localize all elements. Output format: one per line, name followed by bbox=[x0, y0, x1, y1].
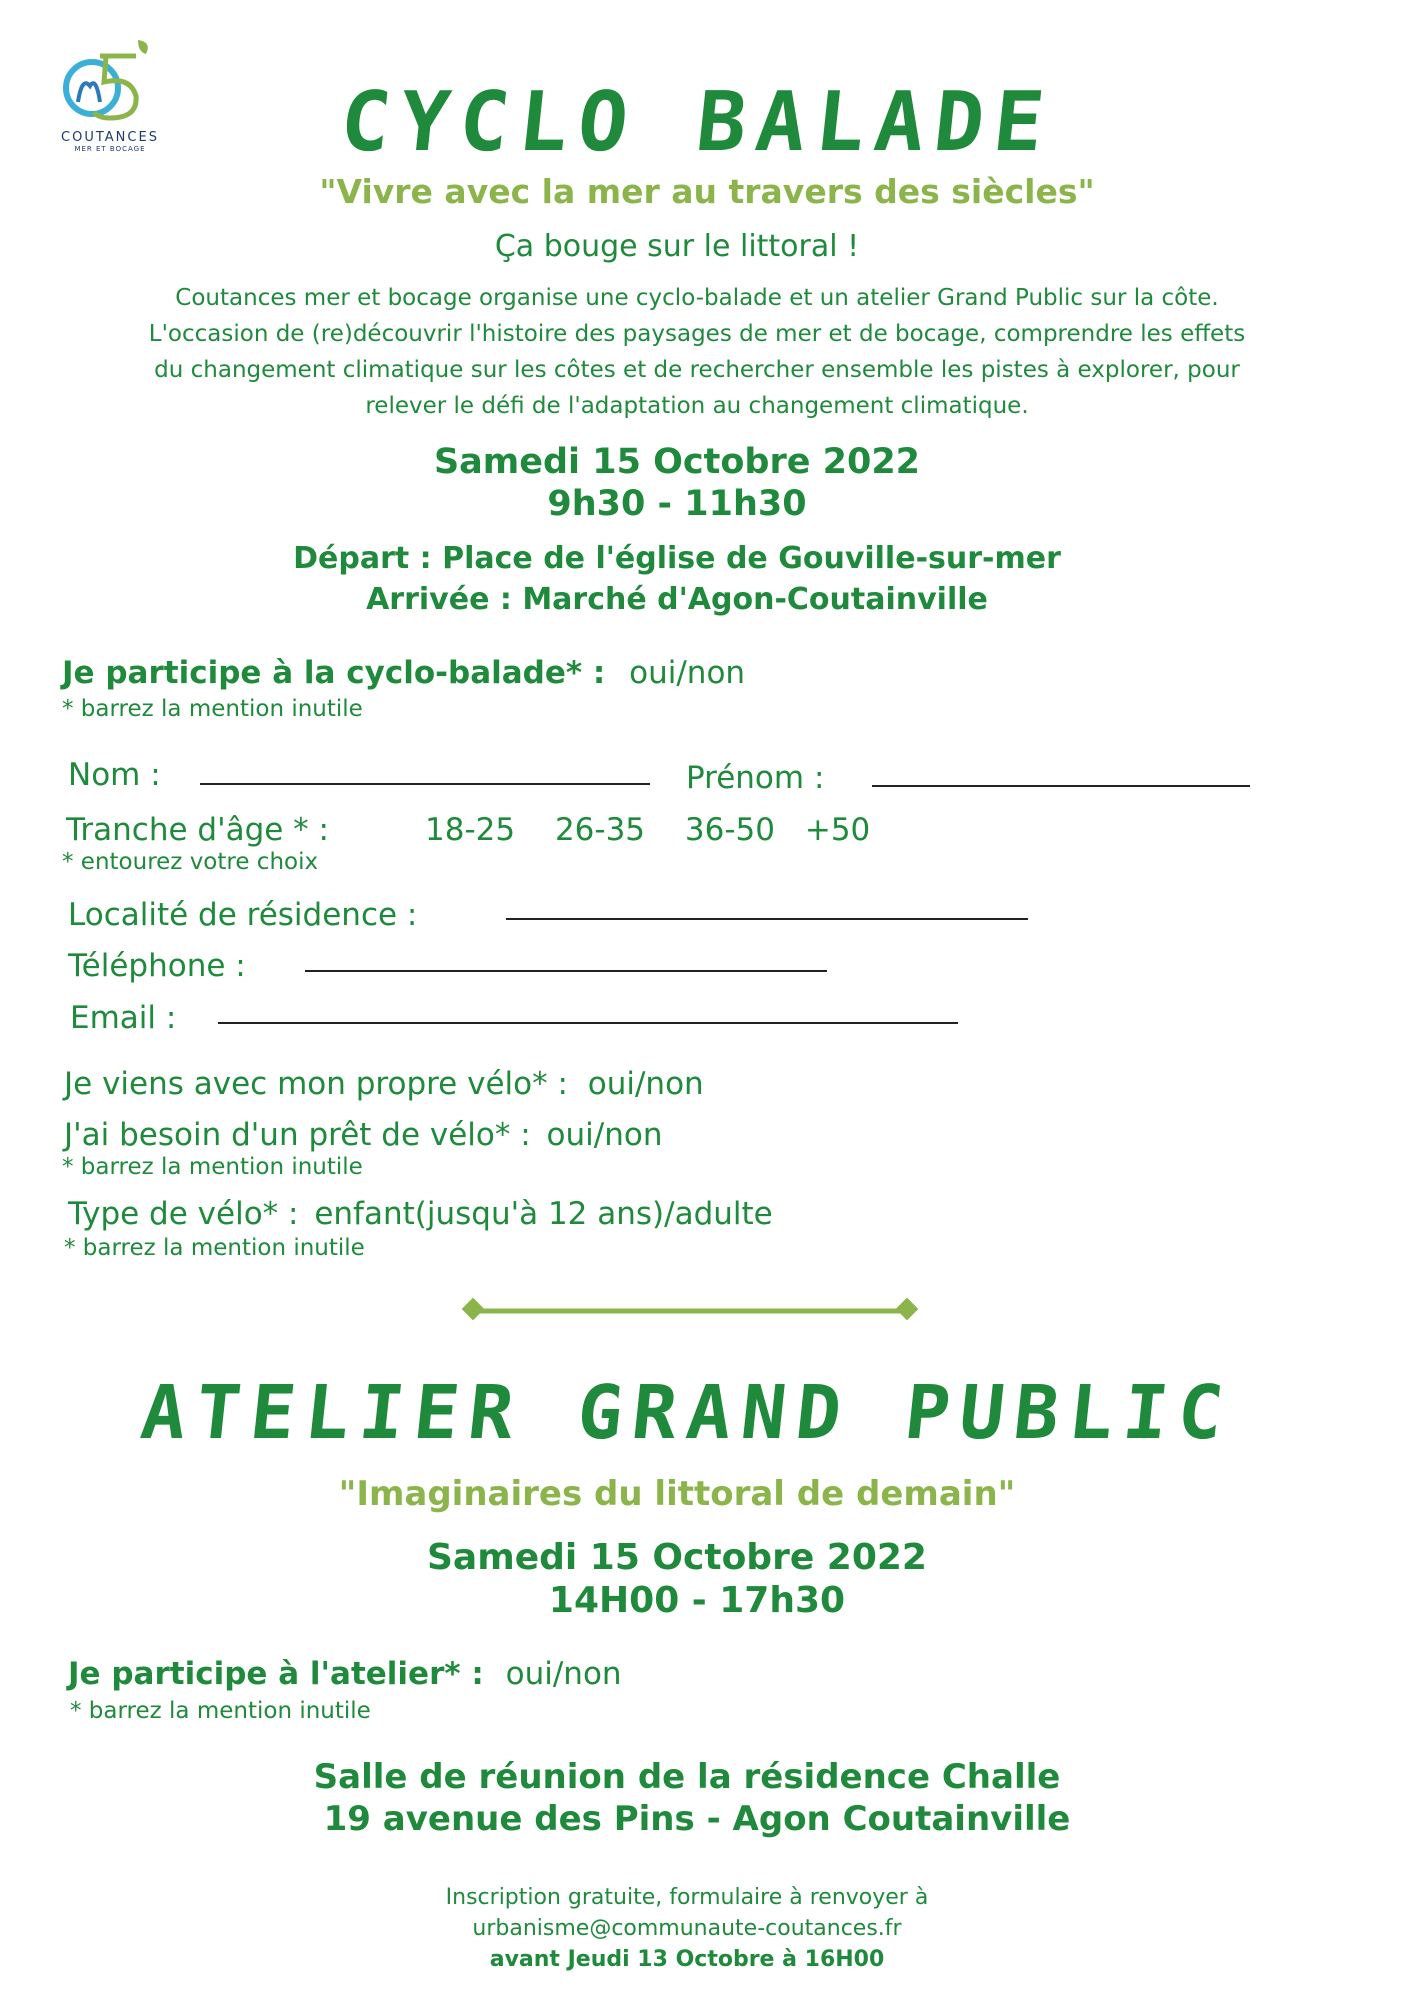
bike-type-choice[interactable]: enfant(jusqu'à 12 ans)/adulte bbox=[314, 1196, 773, 1232]
description-line-1: Coutances mer et bocage organise une cyclo-balade et un atelier Grand Public sur la côte. bbox=[175, 285, 1219, 311]
participate-atelier-note: * barrez la mention inutile bbox=[70, 1698, 371, 1724]
cyclo-departure: Départ : Place de l'église de Gouville-sur-mer bbox=[293, 541, 1061, 576]
footer-deadline: avant Jeudi 13 Octobre à 16H00 bbox=[489, 1947, 885, 1972]
description-line-3: du changement climatique sur les côtes et de rechercher ensemble les pistes à explorer, pour bbox=[154, 357, 1240, 383]
loan-bike-note: * barrez la mention inutile bbox=[62, 1154, 363, 1180]
footer-email[interactable]: urbanisme@communaute-coutances.fr bbox=[472, 1916, 902, 1941]
logo-name: COUTANCES bbox=[61, 130, 159, 145]
participate-cyclo-choice[interactable]: oui/non bbox=[629, 655, 746, 691]
age-label: Tranche d'âge * : bbox=[66, 812, 329, 848]
cyclo-subtitle: "Vivre avec la mer au travers des siècles" bbox=[319, 172, 1095, 211]
footer-line-1: Inscription gratuite, formulaire à renvoyer à bbox=[445, 1885, 929, 1910]
nom-field[interactable] bbox=[200, 783, 650, 785]
localite-label: Localité de résidence : bbox=[68, 897, 418, 933]
participate-cyclo bbox=[62, 655, 745, 691]
participate-atelier-label: Je participe à l'atelier* : bbox=[68, 1656, 484, 1692]
atelier-venue: Salle de réunion de la résidence Challe bbox=[313, 1757, 1061, 1797]
age-option-26-35[interactable]: 26-35 bbox=[554, 812, 646, 848]
telephone-label: Téléphone : bbox=[68, 948, 246, 984]
atelier-date: Samedi 15 Octobre 2022 bbox=[427, 1537, 927, 1578]
cyclo-arrival: Arrivée : Marché d'Agon-Coutainville bbox=[366, 582, 988, 617]
atelier-title: ATELIER GRAND PUBLIC bbox=[136, 1370, 1238, 1456]
bike-type-label: Type de vélo* : bbox=[68, 1196, 299, 1232]
atelier-address: 19 avenue des Pins - Agon Coutainville bbox=[323, 1799, 1071, 1839]
cyclo-description bbox=[0, 280, 1404, 424]
loan-bike-label: J'ai besoin d'un prêt de vélo* : bbox=[64, 1117, 531, 1153]
age-option-36-50[interactable]: 36-50 bbox=[684, 812, 775, 848]
loan-bike-choice[interactable]: oui/non bbox=[546, 1117, 663, 1153]
participate-cyclo-label: Je participe à la cyclo-balade* : bbox=[62, 655, 606, 691]
bike-type bbox=[68, 1196, 773, 1232]
email-label: Email : bbox=[70, 1000, 177, 1036]
age-options bbox=[425, 812, 870, 848]
participate-cyclo-note: * barrez la mention inutile bbox=[62, 696, 363, 722]
prenom-field[interactable] bbox=[872, 785, 1250, 787]
description-line-4: relever le défi de l'adaptation au changement climatique. bbox=[365, 393, 1029, 419]
participate-atelier-choice[interactable]: oui/non bbox=[505, 1656, 622, 1692]
telephone-field[interactable] bbox=[305, 970, 827, 972]
age-note: * entourez votre choix bbox=[62, 849, 319, 875]
prenom-label: Prénom : bbox=[686, 760, 825, 796]
own-bike-label: Je viens avec mon propre vélo* : bbox=[64, 1066, 568, 1102]
email-field[interactable] bbox=[218, 1022, 958, 1024]
section-divider bbox=[460, 1296, 920, 1326]
cyclo-time: 9h30 - 11h30 bbox=[547, 484, 807, 524]
cyclo-title: CYCLO BALADE bbox=[335, 75, 1059, 170]
atelier-subtitle: "Imaginaires du littoral de demain" bbox=[338, 1474, 1016, 1514]
cyclo-date: Samedi 15 Octobre 2022 bbox=[433, 442, 921, 482]
atelier-time: 14H00 - 17h30 bbox=[548, 1580, 846, 1621]
logo-subtitle: MER ET BOCAGE bbox=[74, 145, 146, 153]
loan-bike bbox=[64, 1117, 662, 1153]
description-line-2: L'occasion de (re)découvrir l'histoire des paysages de mer et de bocage, comprendre les effets bbox=[148, 321, 1246, 347]
own-bike-choice[interactable]: oui/non bbox=[587, 1066, 704, 1102]
bike-type-note: * barrez la mention inutile bbox=[64, 1235, 365, 1261]
nom-label: Nom : bbox=[68, 757, 161, 793]
participate-atelier bbox=[68, 1656, 622, 1692]
localite-field[interactable] bbox=[506, 918, 1028, 920]
age-option-50-plus[interactable]: +50 bbox=[804, 812, 871, 848]
own-bike bbox=[64, 1066, 704, 1102]
age-option-18-25[interactable]: 18-25 bbox=[425, 812, 516, 848]
cyclo-tagline: Ça bouge sur le littoral ! bbox=[494, 229, 860, 264]
